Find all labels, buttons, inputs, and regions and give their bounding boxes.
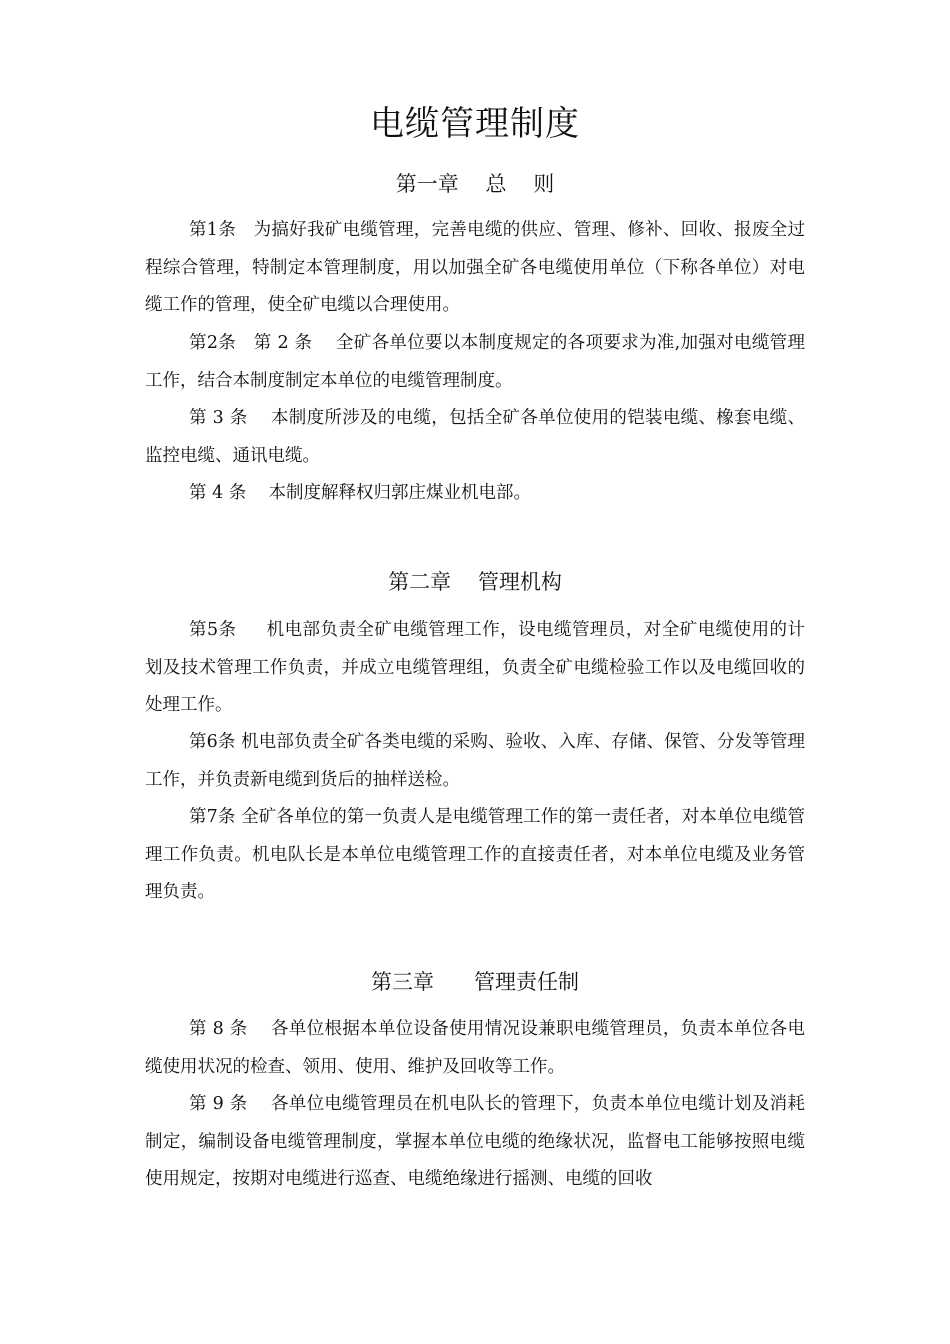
article-8: 第 8 条 各单位根据本单位设备使用情况设兼职电缆管理员，负责本单位各电缆使用状况的检查、领用、使用、维护及回收等工作。 (145, 1019, 805, 1077)
chapter-heading-1: 第一章 总 则 (395, 172, 555, 196)
document-title: 电缆管理制度 (370, 104, 580, 144)
chapter-heading-3: 第三章 管理责任制 (370, 970, 580, 994)
article-9: 第 9 条 各单位电缆管理员在机电队长的管理下，负责本单位电缆计划及消耗制定，编制设备电缆管理制度，掌握本单位电缆的绝缘状况，监督电工能够按照电缆使用规定，按期对电缆进行巡查、电缆绝缘进行摇测、电缆的回收 (145, 1094, 805, 1189)
article-4: 第 4 条 本制度解释权归郭庄煤业机电部。 (189, 483, 532, 503)
article-7: 第7条 全矿各单位的第一负责人是电缆管理工作的第一责任者，对本单位电缆管理工作负责。机电队长是本单位电缆管理工作的直接责任者，对本单位电缆及业务管理负责。 (145, 807, 805, 902)
chapter-heading-2: 第二章 管理机构 (388, 570, 562, 594)
article-5: 第5条 机电部负责全矿电缆管理工作，设电缆管理员，对全矿电缆使用的计划及技术管理工作负责，并成立电缆管理组，负责全矿电缆检验工作以及电缆回收的处理工作。 (145, 620, 805, 715)
article-6: 第6条 机电部负责全矿各类电缆的采购、验收、入库、存储、保管、分发等管理工作，并负责新电缆到货后的抽样送检。 (145, 732, 805, 790)
article-2: 第2条 第 2 条 全矿各单位要以本制度规定的各项要求为准,加强对电缆管理工作，结合本制度制定本单位的电缆管理制度。 (145, 333, 805, 391)
article-1: 第1条 为搞好我矿电缆管理，完善电缆的供应、管理、修补、回收、报废全过程综合管理，特制定本管理制度，用以加强全矿各电缆使用单位（下称各单位）对电缆工作的管理，使全矿电缆以合理使用。 (145, 220, 805, 315)
article-3: 第 3 条 本制度所涉及的电缆，包括全矿各单位使用的铠装电缆、橡套电缆、监控电缆、通讯电缆。 (145, 408, 805, 466)
